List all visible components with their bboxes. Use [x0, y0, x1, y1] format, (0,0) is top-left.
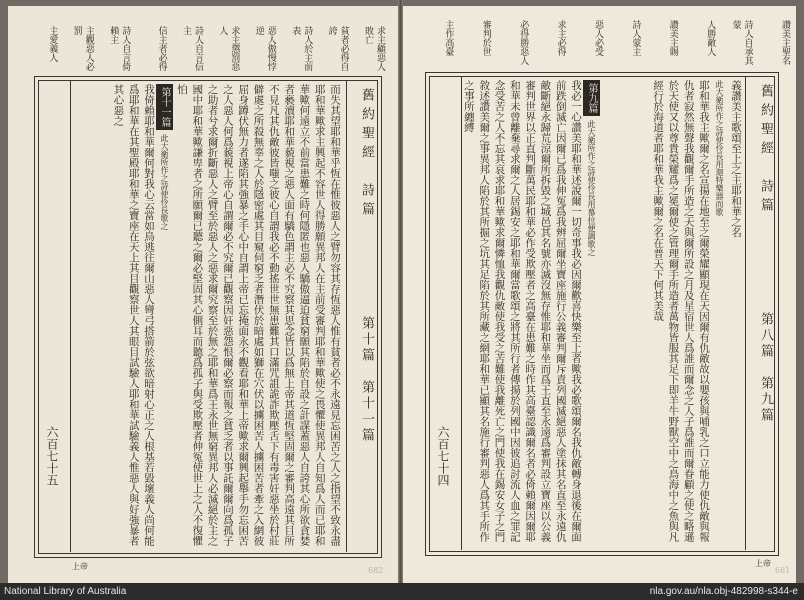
- left-marginal-notes: [22, 26, 386, 70]
- left-page: [8, 6, 398, 583]
- left-note-5: 詩人自言信主: [181, 26, 203, 71]
- right-page-number: 六百七十四: [436, 426, 450, 486]
- left-header-title: 舊約聖經 詩篇: [359, 88, 374, 221]
- chapter-11-label: 第十一篇: [156, 84, 173, 130]
- right-note-5: 惡人必受: [593, 20, 603, 56]
- right-note-4: 詩人蒙主: [630, 20, 641, 56]
- library-name: National Library of Australia: [4, 586, 127, 597]
- right-note-6: 求主必得: [555, 20, 566, 56]
- right-marginal-notes: [417, 20, 791, 66]
- chapter-9-text: 我必一心讚美耶和華述說爾一切奇事我必因爾歡喜快樂至上者歟我必歌頌爾名我仇敵轉身退後在爾面前跌倒滅亡因爾已爲我伸冤爲我辨屈爾坐寶座施行公義審判爾斥責列國滅絕惡人塗抹其名直至永遠仇敵斷絕永歸荒涼爾所拆毀之城邑其名號亦滅沒無存惟耶和華坐而爲王直至永遠爲審判設立寶座以公義審判世界以正直判斷萬民耶和華必作受欺壓者之高臺在患難之時作其高臺認識爾名者必倚賴爾因爾耶和華未曾離棄尋求爾之人居錫安之耶和華爾當歌頌之將其所行者傳揚於列國中因彼追討流人血之罪記念受苦之人不忘其哀求耶和華歟求爾憐恤我觀仇敵使我受之苦難使我離死亡之門使我在錫安女子之門敘述讚美爾之事異邦人陷於其所掘之坑其足陷於其所藏之網耶和華已顯其名施行審判惡人爲其手所作之事所纏縛: [462, 80, 582, 542]
- library-footer: [0, 583, 804, 600]
- chapter-11-note: 此大衛所作之詩使伶長歌之: [160, 134, 169, 230]
- left-page-number: 六百七十五: [45, 426, 59, 486]
- right-note-9: 主作高臺: [443, 20, 454, 56]
- left-corner-mark: 上帝: [72, 562, 88, 571]
- right-note-0: 讚美主聖名: [780, 20, 790, 65]
- chapter-9-block: [462, 80, 601, 548]
- right-header-title: 舊約聖經 詩篇: [758, 84, 773, 217]
- right-page: [403, 6, 796, 583]
- left-note-1: 貧者必得自誇: [326, 26, 349, 71]
- right-corner-mark: 上帝: [755, 559, 771, 568]
- chapter-8-note: 此大衛所作之詩使伶長用迦特樂器而歌: [715, 80, 724, 216]
- archive-link[interactable]: nla.gov.au/nla.obj-482998-s344-e: [649, 586, 798, 597]
- right-line-1: 義讚美主歌頌至上之主耶和華之名: [730, 80, 742, 238]
- left-note-4: 求主懲罰惡人: [217, 26, 240, 71]
- left-chapter-11-block: [74, 84, 174, 546]
- left-note-9: 主愛義人: [47, 26, 58, 62]
- right-archive-stamp: 681: [775, 566, 791, 575]
- left-header-chapter: 第十篇 第十一篇: [359, 316, 374, 444]
- right-note-8: 審判於世: [480, 20, 491, 56]
- left-note-2: 詩人於主前表: [290, 26, 313, 71]
- right-header-chapter: 第八篇 第九篇: [758, 312, 773, 424]
- left-note-6: 信主者必得: [156, 26, 167, 71]
- left-archive-stamp: 682: [368, 566, 384, 575]
- left-note-0: 求主顧惡人敗亡: [363, 26, 385, 71]
- left-note-7: 詩人自言倚賴主: [108, 26, 131, 71]
- right-note-3: 讚美主賜: [667, 20, 678, 56]
- chapter-9-label: 第九篇: [583, 80, 600, 116]
- left-body-text: 而失其望耶和華乎恆在惟彼惡人之臂勿容其存恆惡人惟有貧者必不永遠見忘困苦之人之指望不致永盡耶和華歟求主興起不容世人得勝願異邦人在主前受審判耶和華歟使之畏懼使異邦人自知爲人而已耶和華歟何遠立不前當患難之時何隱匿也惡人驕傲逼迫貧窮願其陷於自設之計謀蓋惡人自誇其心所欲貪婪者褻瀆耶和華藐視之惡人面有驕色謂主必不究察其思念皆以爲無上帝其道恆堅固爾之審判高遠其目所不見凡其仇敵彼皆嗤之彼心自謂我必不動搖世世無患難其口滿咒詛詭詐欺壓舌下有毒害奸惡坐於村莊僻處之所殺無辜之人於隱密處其目窺伺窮乏者潛伏於暗處如獅在穴伏以擄困苦人擄困苦者牽之入網彼屈身蹲伏無力者遂陷其強暴之手心中自謂上帝已忘掩面永不觀看耶和華上帝歟求爾興起舉手勿忘困苦之人惡人何爲藐視上帝心自謂爾必不究爾已觀察因奸惡怨恨爾必察而報之貧乏者以事託爾爾向爲孤子之助者兮求爾折斷惡人之臂至於惡人之惡求爾究察至於無之耶和華爲王永世無窮異邦人必滅絕於主之國中耶和華歟謙卑者之所願爾已聽之爾必堅固其心側耳而聽爲孤子與受欺壓者伸冤使世上之人不復懼怕: [176, 84, 341, 546]
- left-note-8: 主觀惡人必罰: [71, 26, 94, 71]
- chapter-11-text: 我倚賴耶和華爾何對我心云當如鳥逃往爾山惡人彎弓搭箭於弦欲暗射心正之人根基若毀壞義人尚何能爲耶和華在其聖殿耶和華之寶座在天上其目觀察世人其眼目試驗人耶和華試驗義人惟惡人與好強暴者其心惡之: [112, 84, 155, 546]
- left-note-3: 惡人傲慢悖逆: [253, 26, 276, 71]
- chapter-8-text: 耶和華我主歟爾之名宣揚在地至之爾榮耀顯現在天因爾有仇敵故以嬰孩與哺乳之口立能力使仇敵與報仇者寂然無聲我觀爾手所造之天與爾所設之月及星宿世人爲誰而爾念之人子爲誰而爾眷顧之使之略遜於天使又以尊貴榮耀爲之冕爾使之管理爾手所造者萬物皆服其足下即羊牛野獸空中之鳥海中之魚與凡經行於海道者耶和華我主歟爾之名在普天下何其美哉: [652, 80, 710, 542]
- right-note-2: 人勝敵人: [705, 20, 716, 56]
- right-note-7: 必得勝惡人: [518, 20, 529, 65]
- chapter-8-block: [603, 80, 725, 548]
- chapter-9-note: 此大衛所作之詩使伶長用慕拉便調歌之: [587, 120, 596, 256]
- right-note-1: 詩人自承其蒙: [730, 20, 753, 65]
